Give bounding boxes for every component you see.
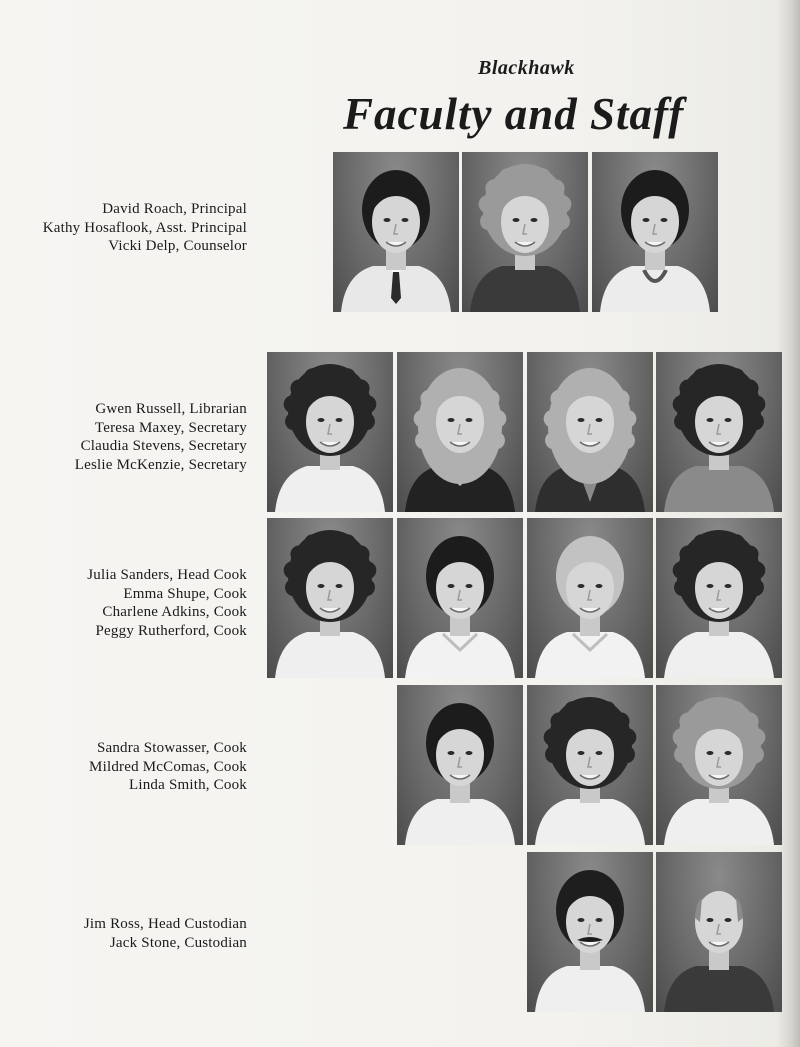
- caption-line: Gwen Russell, Librarian: [95, 401, 247, 417]
- caption-line: Peggy Rutherford, Cook: [95, 622, 247, 639]
- caption-group-2: [75, 400, 247, 474]
- page-title: Faculty and Staff: [343, 89, 685, 139]
- portrait-illustration: [267, 518, 393, 678]
- portrait-photo: [397, 685, 523, 845]
- caption-group-1: [43, 200, 247, 256]
- portrait-photo: [397, 518, 523, 678]
- portrait-illustration: [592, 152, 718, 312]
- caption-line: Vicki Delp, Counselor: [108, 238, 247, 254]
- portrait-photo: [527, 518, 653, 678]
- portrait-illustration: [397, 518, 523, 678]
- portrait-photo: [333, 152, 459, 312]
- portrait-illustration: [333, 152, 459, 312]
- caption-line: Jim Ross, Head Custodian: [83, 916, 247, 932]
- clothing: [664, 966, 774, 1012]
- clothing: [275, 632, 385, 678]
- caption-line: Julia Sanders, Head Cook: [87, 567, 247, 583]
- caption-line: Charlene Adkins, Cook: [102, 604, 247, 620]
- portrait-photo: [592, 152, 718, 312]
- caption-line: Claudia Stevens, Secretary: [80, 438, 247, 454]
- portrait-illustration: [656, 852, 782, 1012]
- portrait-illustration: [527, 852, 653, 1012]
- clothing: [535, 799, 645, 845]
- caption-line: Leslie McKenzie, Secretary: [74, 456, 247, 473]
- clothing: [405, 632, 515, 678]
- caption-line: David Roach, Principal: [102, 201, 247, 217]
- clothing: [600, 266, 710, 312]
- caption-line: Jack Stone, Custodian: [109, 934, 247, 951]
- portrait-photo: [656, 518, 782, 678]
- portrait-illustration: [527, 518, 653, 678]
- caption-line: Teresa Maxey, Secretary: [94, 419, 247, 436]
- portrait-photo: [267, 518, 393, 678]
- clothing: [664, 799, 774, 845]
- portrait-photo: [527, 685, 653, 845]
- portrait-illustration: [397, 685, 523, 845]
- clothing: [470, 266, 580, 312]
- clothing: [664, 632, 774, 678]
- portrait-illustration: [462, 152, 588, 312]
- portrait-illustration: [397, 352, 523, 512]
- clothing: [535, 632, 645, 678]
- portrait-illustration: [656, 352, 782, 512]
- caption-line: Linda Smith, Cook: [129, 777, 247, 793]
- portrait-photo: [527, 352, 653, 512]
- clothing: [535, 966, 645, 1012]
- portrait-photo: [527, 852, 653, 1012]
- portrait-photo: [397, 352, 523, 512]
- portrait-photo: [656, 852, 782, 1012]
- caption-group-3: [87, 566, 247, 640]
- clothing: [275, 466, 385, 512]
- caption-line: Sandra Stowasser, Cook: [96, 740, 247, 756]
- portrait-illustration: [527, 685, 653, 845]
- caption-group-5: [84, 915, 247, 952]
- caption-line: Mildred McComas, Cook: [89, 758, 247, 775]
- caption-line: Emma Shupe, Cook: [123, 585, 247, 602]
- clothing: [405, 799, 515, 845]
- caption-line: Kathy Hosaflook, Asst. Principal: [42, 219, 247, 236]
- clothing: [664, 466, 774, 512]
- portrait-illustration: [527, 352, 653, 512]
- portrait-photo: [656, 352, 782, 512]
- portrait-photo: [462, 152, 588, 312]
- portrait-illustration: [656, 685, 782, 845]
- caption-group-4: [89, 739, 247, 795]
- portrait-illustration: [267, 352, 393, 512]
- school-name: Blackhawk: [478, 57, 575, 79]
- portrait-photo: [267, 352, 393, 512]
- portrait-photo: [656, 685, 782, 845]
- portrait-illustration: [656, 518, 782, 678]
